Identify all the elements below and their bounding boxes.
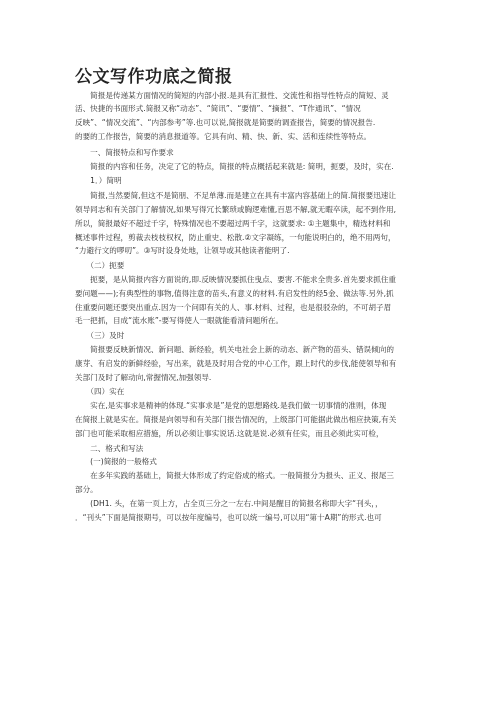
document-line: 部门也可能采取相应措施，所以必须让事实说话.这就是说.必须有任实，而且必须此实可检， bbox=[75, 429, 384, 438]
document-line: 的要的工作报告，简要的消息报道等。它具有向、精、快、新、实、活和连续性等特点。 bbox=[75, 132, 372, 141]
document-line: 1．）简明 bbox=[75, 176, 122, 185]
document-title: 公文写作功底之简报 bbox=[75, 67, 233, 87]
document-line: 简报,当然要简,但这不是简朋、不足单薄.而是建立在具有丰富内容基础上的简.简报要迅速让 bbox=[75, 191, 396, 200]
document-line: （三）及时 bbox=[75, 331, 125, 340]
document-line: 反映”、“情况交流”、“内部参考”等.也可以说,简报就是简要的调查报告，简要的情况报告. bbox=[75, 118, 376, 127]
document-line: 简报要反映新情况、新问题、新经验，机关电社会上新的动态、新产物的苗头、错误倾向的 bbox=[75, 345, 394, 354]
document-line: (一)简报的一般格式 bbox=[75, 457, 157, 466]
document-line: 部分。 bbox=[75, 485, 98, 494]
document-line: 简报是传递某方面情况的简短的内部小报.是具有汇报性、交流性和指导性特点的简短、灵 bbox=[75, 91, 389, 100]
document-line: （四）实在 bbox=[75, 387, 125, 396]
document-line: 简报的内容和任务，决定了它的特点，简报的特点概括起来就是: 简明，扼要，及时，实在. bbox=[75, 162, 394, 171]
document-line: 在简报上就是实在。简报是向领导和有关部门报告情况的，上级部门可能据此做出相应抉策,有关 bbox=[75, 415, 397, 424]
document-line: 实在,是实事求是精神的体现.“实事求是”是党的思想路线.是我们做一切事情的准则，体现 bbox=[75, 401, 387, 410]
document-line: (DH1. 头，在第一页上方，占全页三分之一左右.中间是醒目的简报名称即大字“刊头，， bbox=[75, 499, 383, 508]
document-line: 二、格式和写法 bbox=[75, 444, 144, 453]
document-line: 扼要，是从简报内容方面说的,即.反映情况要抓住曳点、要害.不能求全贵多.首先要求抓住重 bbox=[75, 275, 396, 284]
document-line: 所以，简报最好不超过千字，特殊情况也不要超过两千字，这就要求: ①主题集中，精选材料和 bbox=[75, 219, 391, 228]
document-line: （二）扼要 bbox=[75, 261, 125, 270]
document-line: 活、快捷的书面形式.简报又称“动态”、“简讯”、“要情”、“摘报”、“T作通讯”、“情况 bbox=[75, 104, 361, 113]
document-line: 概述事件过程，剪裁去枝枝权权，防止重史、松散.②文字凝练，一句能说明白的，绝不用两句， bbox=[75, 233, 396, 242]
document-line: 关部门及时了解动向,常握情况,加强领导. bbox=[75, 373, 212, 382]
document-line: ．“刊头”下面是简报期号，可以按年度编号，也可以统一编号,可以用“第十A期”的形式.也可 bbox=[75, 513, 382, 522]
document-line: 在多年实践的基础上，简报大体形成了约定俗成的格式。一般简报分为报头、正义、报尾三 bbox=[75, 471, 394, 480]
document-line: “力避行文的啰叨”。③写时设身处地，让领导或其他读者能明了. bbox=[75, 246, 290, 255]
document-line: 住重要问题还要突出重点.因为一个问即有关的人、事.材料、过程，也是很驳杂的，不可胡子眉 bbox=[75, 303, 392, 312]
document-line: 要问题——);有典型性的事物,值得注意的苗头,有意义的材料.有启发性的经5金、做法等.另外,抓 bbox=[75, 289, 394, 298]
document-line: 一、简报特点和写作要求 bbox=[75, 148, 174, 157]
document-line: 康芽、有启发的新鲜经验，写出来，就是及时用合党的中心工作，跟上时代的步伐,能使领导和有 bbox=[75, 359, 397, 368]
document-line: 领导同志和有关部门了解情况,如果写得冗长繁琐或胸逻难懂,百思不解,就无暇卒读，起不到作用, bbox=[75, 205, 396, 214]
document-line: 毛一把抓，目成“流水账”-要写得使人一眼就能看清问题所在。 bbox=[75, 316, 284, 325]
